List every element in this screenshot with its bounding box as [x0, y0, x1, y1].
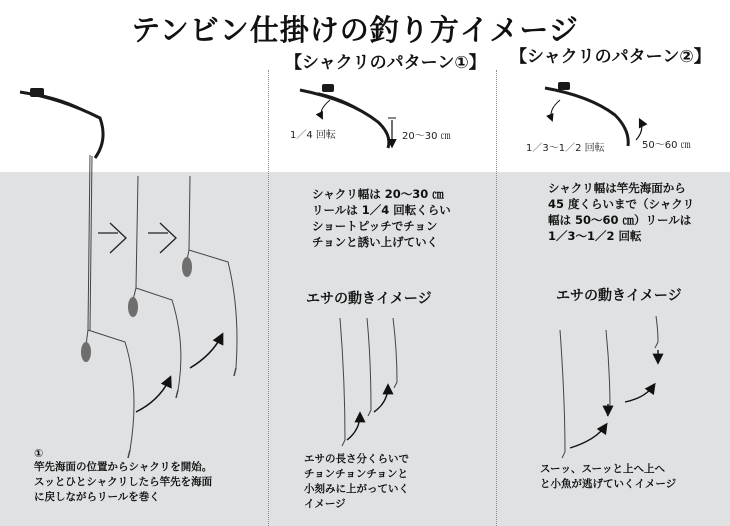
pattern2-range: 50〜60 ㎝	[642, 140, 691, 151]
pattern1-arrow-2	[374, 386, 388, 412]
pattern2-arrow-2	[625, 385, 654, 402]
pattern2-label: 【シャクリのパターン②】	[510, 47, 711, 67]
pattern2-range-arrow	[636, 120, 642, 140]
pattern1-description: シャクリ幅は 20〜30 ㎝ リールは 1／4 回転くらい ショートピッチでチョン チョンと誘い上げていく	[312, 187, 451, 249]
sinker-1	[81, 342, 91, 362]
diagram-title: テンビン仕掛けの釣り方イメージ	[131, 13, 579, 47]
sinker-3	[182, 257, 192, 277]
pattern1-range: 20〜30 ㎝	[402, 131, 451, 142]
left-line	[90, 156, 92, 330]
pattern1-motion-heading: エサの動きイメージ	[306, 291, 432, 307]
left-step-number: ①	[34, 447, 44, 460]
pattern2-description: シャクリ幅は竿先海面から 45 度くらいまで（シャクリ 幅は 50〜60 ㎝）リールは 1／3〜1／2 回転	[548, 181, 695, 243]
pattern1-rotation: 1／4 回転	[290, 130, 336, 141]
rig-middle	[128, 176, 181, 398]
left-reel	[30, 88, 44, 97]
pattern1-motion-caption: エサの長さ分くらいで チョンチョンチョンと 小刻みに上がっていく イメージ	[304, 453, 409, 510]
pattern2-arrow-1	[570, 425, 606, 448]
left-up-arrow-1	[136, 378, 170, 412]
pattern2-motion-caption: スーッ、スーッと上へ上へ と小魚が逃げていくイメージ	[540, 463, 677, 490]
left-rod	[20, 88, 103, 330]
rig-highest	[182, 176, 237, 376]
left-up-arrow-2	[190, 335, 222, 368]
pattern2-rotation: 1／3〜1／2 回転	[526, 143, 605, 154]
left-instruction: 竿先海面の位置からシャクリを開始。 スッとひとシャクリしたら竿先を海面 に戻しながらリールを巻く	[34, 461, 213, 503]
pattern2-motion-heading: エサの動きイメージ	[556, 288, 682, 304]
sinker-2	[128, 297, 138, 317]
pattern2-bait-lines	[560, 316, 658, 458]
pattern2-rod	[545, 82, 642, 146]
pattern1-label: 【シャクリのパターン①】	[285, 53, 486, 73]
rig-lowest	[81, 155, 134, 458]
pattern1-arrow-1	[347, 414, 360, 440]
pattern1-bait-lines	[340, 318, 397, 446]
